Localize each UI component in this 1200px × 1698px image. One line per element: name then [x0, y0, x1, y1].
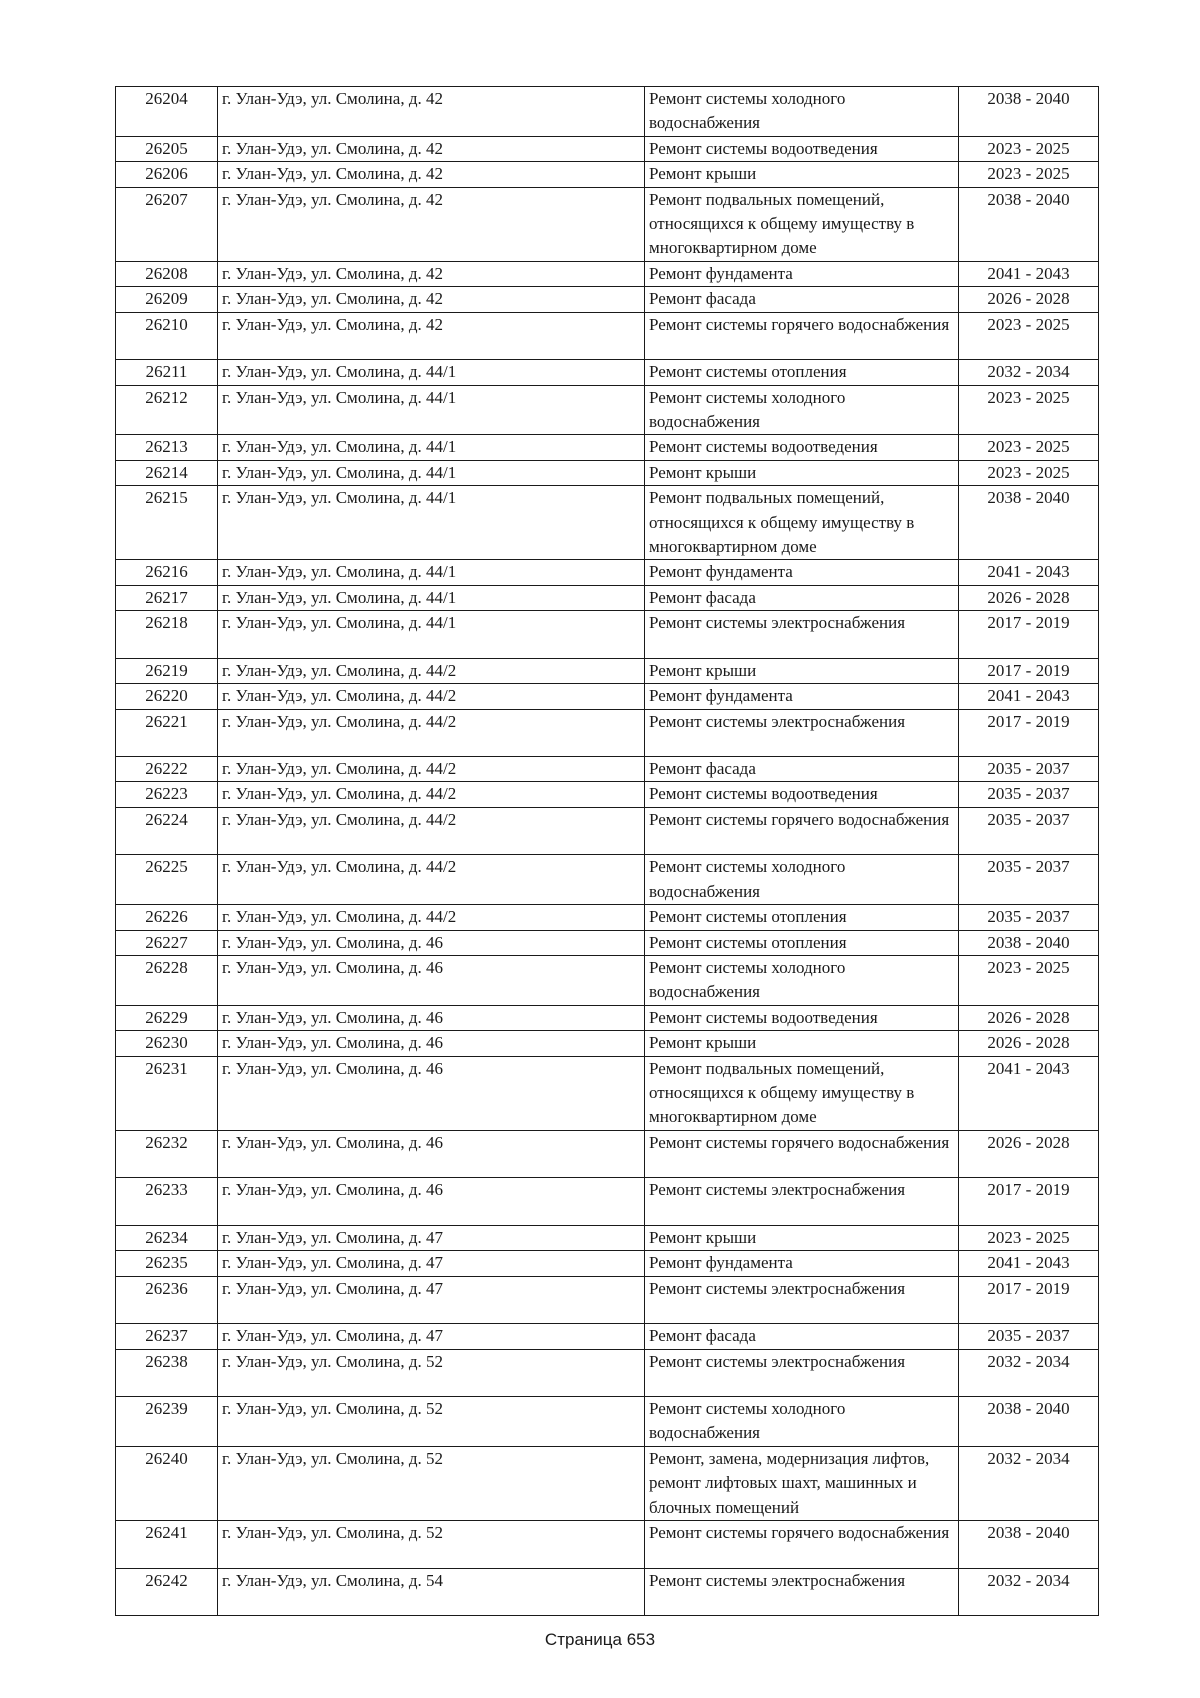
cell-period: 2023 - 2025 [959, 955, 1099, 1005]
cell-number: 26222 [116, 757, 218, 782]
cell-period: 2023 - 2025 [959, 460, 1099, 485]
table-row [116, 611, 1099, 659]
table-row [116, 560, 1099, 585]
cell-number: 26229 [116, 1005, 218, 1030]
table-row [116, 930, 1099, 955]
cell-work-type: Ремонт системы отопления [645, 905, 959, 930]
cell-period: 2032 - 2034 [959, 360, 1099, 385]
page-number: Страница 653 [544, 1630, 656, 1649]
table-row [116, 1276, 1099, 1324]
cell-number: 26207 [116, 187, 218, 261]
cell-period: 2032 - 2034 [959, 1349, 1099, 1397]
cell-address: г. Улан-Удэ, ул. Смолина, д. 44/1 [218, 585, 645, 610]
cell-period: 2023 - 2025 [959, 312, 1099, 360]
cell-period: 2017 - 2019 [959, 658, 1099, 683]
cell-work-type: Ремонт фундамента [645, 1251, 959, 1276]
cell-address: г. Улан-Удэ, ул. Смолина, д. 54 [218, 1568, 645, 1616]
cell-address: г. Улан-Удэ, ул. Смолина, д. 52 [218, 1446, 645, 1520]
cell-number: 26238 [116, 1349, 218, 1397]
table-row [116, 1521, 1099, 1569]
cell-address: г. Улан-Удэ, ул. Смолина, д. 46 [218, 930, 645, 955]
cell-work-type: Ремонт системы электроснабжения [645, 1276, 959, 1324]
cell-number: 26218 [116, 611, 218, 659]
cell-period: 2038 - 2040 [959, 930, 1099, 955]
cell-work-type: Ремонт крыши [645, 1031, 959, 1056]
cell-work-type: Ремонт системы водоотведения [645, 782, 959, 807]
cell-number: 26223 [116, 782, 218, 807]
cell-period: 2035 - 2037 [959, 905, 1099, 930]
table-row [116, 187, 1099, 261]
table-row [116, 287, 1099, 312]
table-row [116, 87, 1099, 137]
cell-work-type: Ремонт системы водоотведения [645, 1005, 959, 1030]
table-row [116, 782, 1099, 807]
cell-work-type: Ремонт системы электроснабжения [645, 1178, 959, 1226]
cell-number: 26232 [116, 1130, 218, 1178]
cell-address: г. Улан-Удэ, ул. Смолина, д. 42 [218, 187, 645, 261]
cell-number: 26212 [116, 385, 218, 435]
cell-number: 26235 [116, 1251, 218, 1276]
cell-work-type: Ремонт фасада [645, 585, 959, 610]
cell-number: 26214 [116, 460, 218, 485]
cell-work-type: Ремонт системы горячего водоснабжения [645, 1521, 959, 1569]
cell-address: г. Улан-Удэ, ул. Смолина, д. 42 [218, 261, 645, 286]
cell-address: г. Улан-Удэ, ул. Смолина, д. 46 [218, 1056, 645, 1130]
cell-work-type: Ремонт системы отопления [645, 360, 959, 385]
cell-work-type: Ремонт системы электроснабжения [645, 1349, 959, 1397]
cell-work-type: Ремонт системы холодного водоснабжения [645, 87, 959, 137]
cell-period: 2041 - 2043 [959, 684, 1099, 709]
cell-work-type: Ремонт системы холодного водоснабжения [645, 955, 959, 1005]
cell-work-type: Ремонт системы отопления [645, 930, 959, 955]
cell-address: г. Улан-Удэ, ул. Смолина, д. 44/2 [218, 757, 645, 782]
cell-address: г. Улан-Удэ, ул. Смолина, д. 46 [218, 1005, 645, 1030]
table-row [116, 1568, 1099, 1616]
cell-work-type: Ремонт системы водоотведения [645, 435, 959, 460]
cell-period: 2038 - 2040 [959, 1397, 1099, 1447]
table-row [116, 1446, 1099, 1520]
table-row [116, 360, 1099, 385]
table-row [116, 486, 1099, 560]
cell-address: г. Улан-Удэ, ул. Смолина, д. 44/2 [218, 905, 645, 930]
cell-number: 26224 [116, 807, 218, 855]
table-row [116, 905, 1099, 930]
table-row [116, 261, 1099, 286]
cell-address: г. Улан-Удэ, ул. Смолина, д. 44/2 [218, 782, 645, 807]
cell-address: г. Улан-Удэ, ул. Смолина, д. 47 [218, 1225, 645, 1250]
cell-number: 26209 [116, 287, 218, 312]
cell-number: 26220 [116, 684, 218, 709]
cell-work-type: Ремонт системы горячего водоснабжения [645, 807, 959, 855]
table-row [116, 435, 1099, 460]
cell-address: г. Улан-Удэ, ул. Смолина, д. 47 [218, 1251, 645, 1276]
cell-address: г. Улан-Удэ, ул. Смолина, д. 42 [218, 87, 645, 137]
cell-number: 26216 [116, 560, 218, 585]
cell-number: 26230 [116, 1031, 218, 1056]
cell-number: 26210 [116, 312, 218, 360]
cell-work-type: Ремонт системы горячего водоснабжения [645, 1130, 959, 1178]
cell-number: 26208 [116, 261, 218, 286]
table-row [116, 955, 1099, 1005]
table-row [116, 855, 1099, 905]
cell-number: 26234 [116, 1225, 218, 1250]
cell-address: г. Улан-Удэ, ул. Смолина, д. 44/2 [218, 855, 645, 905]
cell-period: 2032 - 2034 [959, 1568, 1099, 1616]
cell-number: 26221 [116, 709, 218, 757]
cell-number: 26215 [116, 486, 218, 560]
cell-number: 26239 [116, 1397, 218, 1447]
cell-period: 2041 - 2043 [959, 1251, 1099, 1276]
cell-number: 26242 [116, 1568, 218, 1616]
table-row [116, 807, 1099, 855]
cell-number: 26231 [116, 1056, 218, 1130]
table-row [116, 460, 1099, 485]
cell-address: г. Улан-Удэ, ул. Смолина, д. 44/1 [218, 460, 645, 485]
cell-address: г. Улан-Удэ, ул. Смолина, д. 47 [218, 1276, 645, 1324]
table-row [116, 1397, 1099, 1447]
cell-number: 26226 [116, 905, 218, 930]
cell-number: 26204 [116, 87, 218, 137]
table-row [116, 1349, 1099, 1397]
cell-work-type: Ремонт крыши [645, 1225, 959, 1250]
cell-address: г. Улан-Удэ, ул. Смолина, д. 44/1 [218, 385, 645, 435]
cell-address: г. Улан-Удэ, ул. Смолина, д. 44/2 [218, 807, 645, 855]
cell-work-type: Ремонт фундамента [645, 684, 959, 709]
cell-work-type: Ремонт подвальных помещений, относящихся к общему имуществу в многоквартирном доме [645, 1056, 959, 1130]
cell-number: 26211 [116, 360, 218, 385]
table-row [116, 1056, 1099, 1130]
cell-number: 26225 [116, 855, 218, 905]
cell-period: 2026 - 2028 [959, 1031, 1099, 1056]
cell-address: г. Улан-Удэ, ул. Смолина, д. 47 [218, 1324, 645, 1349]
cell-number: 26206 [116, 162, 218, 187]
cell-period: 2035 - 2037 [959, 855, 1099, 905]
cell-address: г. Улан-Удэ, ул. Смолина, д. 44/1 [218, 560, 645, 585]
cell-period: 2023 - 2025 [959, 435, 1099, 460]
cell-number: 26205 [116, 136, 218, 161]
cell-period: 2038 - 2040 [959, 1521, 1099, 1569]
cell-period: 2023 - 2025 [959, 136, 1099, 161]
cell-address: г. Улан-Удэ, ул. Смолина, д. 52 [218, 1521, 645, 1569]
cell-number: 26233 [116, 1178, 218, 1226]
table-row [116, 312, 1099, 360]
cell-period: 2023 - 2025 [959, 385, 1099, 435]
cell-period: 2026 - 2028 [959, 1005, 1099, 1030]
table-row [116, 162, 1099, 187]
table-row [116, 1130, 1099, 1178]
cell-address: г. Улан-Удэ, ул. Смолина, д. 44/1 [218, 435, 645, 460]
table-row [116, 136, 1099, 161]
repair-schedule-table [115, 86, 1099, 1616]
cell-address: г. Улан-Удэ, ул. Смолина, д. 44/2 [218, 658, 645, 683]
cell-number: 26228 [116, 955, 218, 1005]
cell-work-type: Ремонт фундамента [645, 560, 959, 585]
cell-address: г. Улан-Удэ, ул. Смолина, д. 44/2 [218, 684, 645, 709]
cell-period: 2041 - 2043 [959, 261, 1099, 286]
cell-address: г. Улан-Удэ, ул. Смолина, д. 44/1 [218, 360, 645, 385]
cell-address: г. Улан-Удэ, ул. Смолина, д. 52 [218, 1349, 645, 1397]
cell-period: 2038 - 2040 [959, 187, 1099, 261]
cell-work-type: Ремонт системы холодного водоснабжения [645, 855, 959, 905]
table-row [116, 1324, 1099, 1349]
cell-number: 26240 [116, 1446, 218, 1520]
cell-address: г. Улан-Удэ, ул. Смолина, д. 42 [218, 162, 645, 187]
cell-address: г. Улан-Удэ, ул. Смолина, д. 42 [218, 136, 645, 161]
cell-address: г. Улан-Удэ, ул. Смолина, д. 44/1 [218, 611, 645, 659]
table-row [116, 1251, 1099, 1276]
cell-work-type: Ремонт системы электроснабжения [645, 1568, 959, 1616]
table-row [116, 1178, 1099, 1226]
cell-period: 2026 - 2028 [959, 585, 1099, 610]
cell-work-type: Ремонт системы горячего водоснабжения [645, 312, 959, 360]
cell-period: 2038 - 2040 [959, 486, 1099, 560]
cell-period: 2023 - 2025 [959, 162, 1099, 187]
cell-address: г. Улан-Удэ, ул. Смолина, д. 46 [218, 1178, 645, 1226]
cell-work-type: Ремонт системы холодного водоснабжения [645, 385, 959, 435]
cell-work-type: Ремонт крыши [645, 658, 959, 683]
cell-work-type: Ремонт системы электроснабжения [645, 611, 959, 659]
cell-work-type: Ремонт фасада [645, 757, 959, 782]
table-row [116, 1005, 1099, 1030]
cell-work-type: Ремонт системы водоотведения [645, 136, 959, 161]
cell-period: 2032 - 2034 [959, 1446, 1099, 1520]
cell-number: 26236 [116, 1276, 218, 1324]
table-row [116, 709, 1099, 757]
cell-work-type: Ремонт системы холодного водоснабжения [645, 1397, 959, 1447]
cell-address: г. Улан-Удэ, ул. Смолина, д. 44/2 [218, 709, 645, 757]
cell-period: 2041 - 2043 [959, 1056, 1099, 1130]
cell-address: г. Улан-Удэ, ул. Смолина, д. 46 [218, 955, 645, 1005]
cell-period: 2017 - 2019 [959, 709, 1099, 757]
cell-number: 26237 [116, 1324, 218, 1349]
cell-address: г. Улан-Удэ, ул. Смолина, д. 42 [218, 287, 645, 312]
table-body [116, 87, 1099, 1616]
table-row [116, 757, 1099, 782]
cell-period: 2035 - 2037 [959, 807, 1099, 855]
cell-work-type: Ремонт, замена, модернизация лифтов, ремонт лифтовых шахт, машинных и блочных помещений [645, 1446, 959, 1520]
cell-period: 2026 - 2028 [959, 1130, 1099, 1178]
cell-work-type: Ремонт фундамента [645, 261, 959, 286]
cell-period: 2035 - 2037 [959, 757, 1099, 782]
table-row [116, 1031, 1099, 1056]
cell-address: г. Улан-Удэ, ул. Смолина, д. 46 [218, 1130, 645, 1178]
cell-address: г. Улан-Удэ, ул. Смолина, д. 52 [218, 1397, 645, 1447]
cell-period: 2017 - 2019 [959, 611, 1099, 659]
cell-address: г. Улан-Удэ, ул. Смолина, д. 44/1 [218, 486, 645, 560]
cell-work-type: Ремонт системы электроснабжения [645, 709, 959, 757]
cell-work-type: Ремонт фасада [645, 287, 959, 312]
cell-number: 26213 [116, 435, 218, 460]
cell-number: 26241 [116, 1521, 218, 1569]
cell-period: 2017 - 2019 [959, 1276, 1099, 1324]
cell-period: 2038 - 2040 [959, 87, 1099, 137]
table-row [116, 658, 1099, 683]
table-row [116, 385, 1099, 435]
table-row [116, 585, 1099, 610]
cell-work-type: Ремонт крыши [645, 460, 959, 485]
cell-period: 2023 - 2025 [959, 1225, 1099, 1250]
cell-address: г. Улан-Удэ, ул. Смолина, д. 42 [218, 312, 645, 360]
cell-number: 26219 [116, 658, 218, 683]
cell-address: г. Улан-Удэ, ул. Смолина, д. 46 [218, 1031, 645, 1056]
table-row [116, 684, 1099, 709]
cell-period: 2026 - 2028 [959, 287, 1099, 312]
cell-work-type: Ремонт фасада [645, 1324, 959, 1349]
cell-work-type: Ремонт крыши [645, 162, 959, 187]
cell-work-type: Ремонт подвальных помещений, относящихся к общему имуществу в многоквартирном доме [645, 486, 959, 560]
cell-period: 2041 - 2043 [959, 560, 1099, 585]
cell-number: 26217 [116, 585, 218, 610]
table-row [116, 1225, 1099, 1250]
cell-work-type: Ремонт подвальных помещений, относящихся к общему имуществу в многоквартирном доме [645, 187, 959, 261]
cell-period: 2035 - 2037 [959, 1324, 1099, 1349]
cell-period: 2017 - 2019 [959, 1178, 1099, 1226]
cell-number: 26227 [116, 930, 218, 955]
cell-period: 2035 - 2037 [959, 782, 1099, 807]
